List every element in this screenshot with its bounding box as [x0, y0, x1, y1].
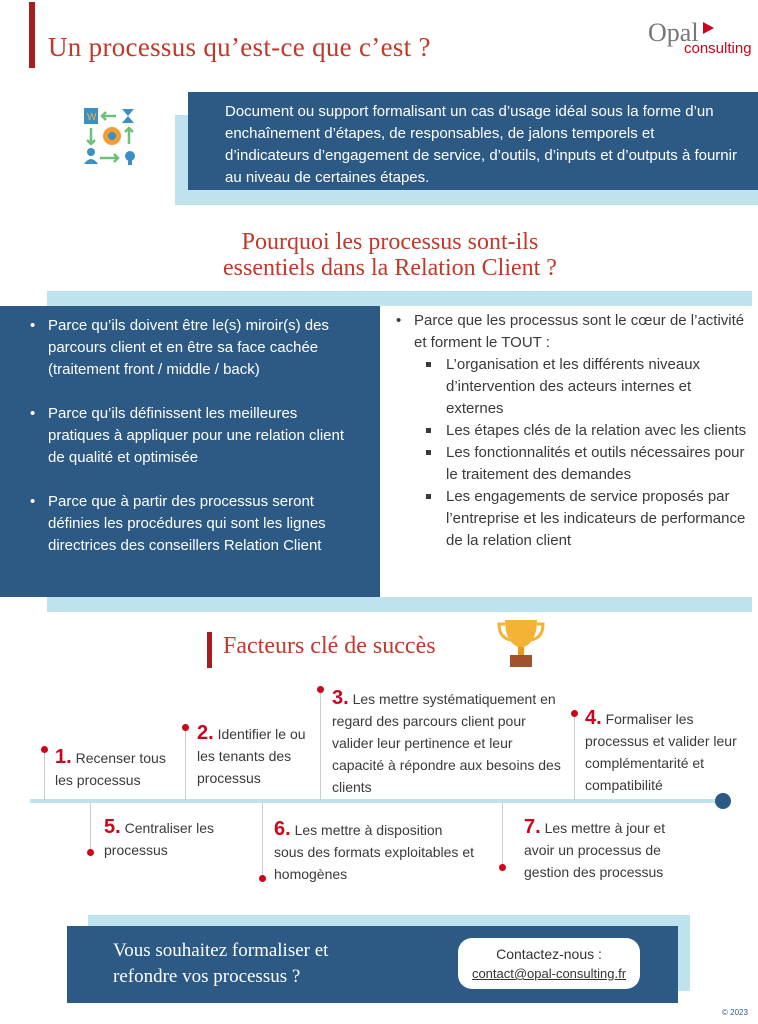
- opal-logo: Opal consulting: [648, 18, 752, 57]
- page-title: Un processus qu’est-ce que c’est ?: [48, 32, 431, 62]
- why-right-box: • Parce que les processus sont le cœur de l’activité et forment le TOUT : L’organisation et les différents niveaux d’intervention des acteurs internes et externes Les étapes clés de la relation avec les clients Les fonctionnalités et outils nécessaires pour le traitement des demandes Les engagements de service proposés par l’entreprise et les indicateurs de performance de la relation client: [380, 306, 752, 597]
- svg-text:W: W: [87, 112, 97, 123]
- why-right-item: Les fonctionnalités et outils nécessaires pour le traitement des demandes: [414, 442, 752, 486]
- title-accent-bar: [29, 2, 35, 68]
- why-left-item: • Parce qu’ils doivent être le(s) miroir(s) des parcours client et en être sa face cachée (traitement front / middle / back): [18, 315, 360, 381]
- step-7: 7. Les mettre à jour et avoir un processus de gestion des processus: [524, 816, 666, 880]
- why-heading: Pourquoi les processus sont-ils essentiels dans la Relation Client ?: [223, 229, 557, 281]
- timeline-line: [30, 799, 724, 803]
- definition-text: Document ou support formalisant un cas d’usage idéal sous la forme d’un enchaînement d’étapes, de responsables, de jalons temporels et d’indicateurs d’engagement de service, d’outils, d’inputs et d’outputs à fournir au niveau de certaines étapes.: [225, 103, 737, 186]
- contact-label: Contactez-nous :: [496, 946, 602, 962]
- trophy-icon: [495, 618, 547, 668]
- why-left-item: • Parce que à partir des processus seront définies les procédures qui sont les lignes directrices des conseillers Relation Client: [18, 491, 360, 557]
- factors-accent-bar: [207, 632, 212, 668]
- contact-email-link[interactable]: contact@opal-consulting.fr: [471, 966, 627, 981]
- contact-pill: [458, 938, 640, 989]
- why-right-intro: Parce que les processus sont le cœur de l’activité et forment le TOUT :: [414, 312, 745, 351]
- process-icon: [82, 106, 142, 166]
- cta-text: Vous souhaitez formaliser et refondre vos processus ?: [113, 940, 329, 987]
- why-left-item: • Parce qu’ils définissent les meilleures pratiques à appliquer pour une relation client de qualité et optimisée: [18, 403, 360, 469]
- why-left-box: [0, 306, 380, 597]
- factors-heading: Facteurs clé de succès: [223, 633, 436, 659]
- why-right-item: Les engagements de service proposés par l’entreprise et les indicateurs de performance de la relation client: [414, 486, 752, 552]
- definition-box: [188, 92, 758, 190]
- step-1: 1. Recenser tous les processus: [55, 746, 166, 788]
- step-5: 5. Centraliser les processus: [104, 816, 215, 858]
- cta-banner: [67, 926, 678, 1003]
- step-4: 4. Formaliser les processus et valider leur complémentarité et compatibilité: [585, 707, 737, 793]
- step-6: 6. Les mettre à disposition sous des formats exploitables et homogènes: [274, 818, 474, 882]
- copyright: © 2023: [722, 1008, 748, 1017]
- why-right-item: L’organisation et les différents niveaux d’intervention des acteurs internes et externes: [414, 354, 752, 420]
- why-right-item: Les étapes clés de la relation avec les clients: [414, 420, 752, 442]
- step-3: 3. Les mettre systématiquement en regard des parcours client pour valider leur pertinence et leur capacité à répondre aux besoins des clients: [332, 687, 561, 795]
- step-2: 2. Identifier le ou les tenants des processus: [197, 722, 306, 786]
